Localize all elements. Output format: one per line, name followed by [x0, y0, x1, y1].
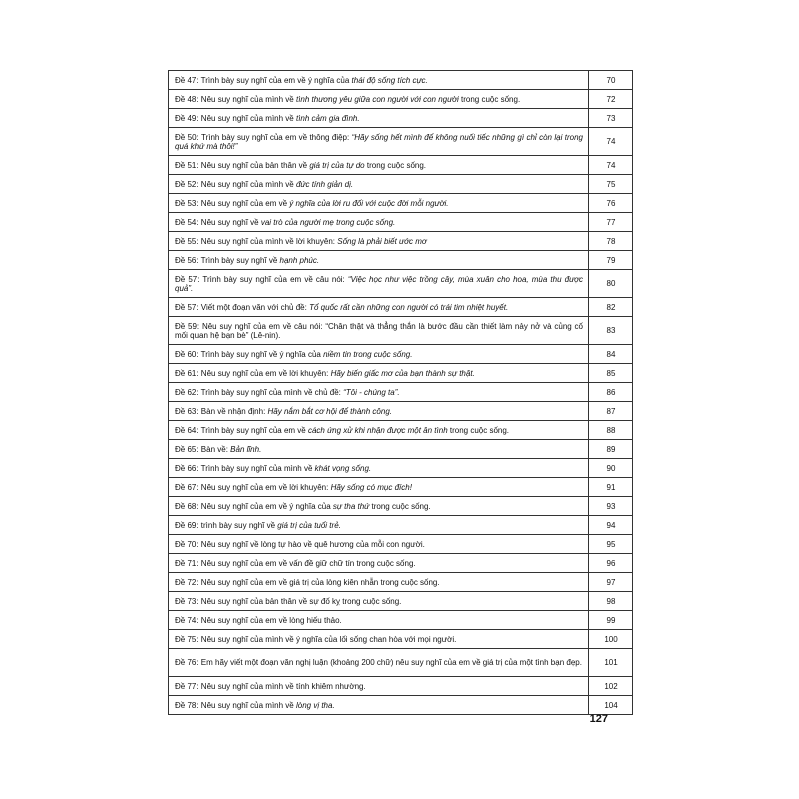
toc-title: [169, 592, 589, 611]
title-emphasis: giá trị của tự do: [309, 160, 365, 170]
toc-row: [169, 592, 633, 611]
toc-page-number: 100: [589, 630, 633, 649]
toc-page-number: 78: [589, 232, 633, 251]
toc-page-number: 72: [589, 90, 633, 109]
title-emphasis: niềm tin trong cuộc sống.: [323, 349, 413, 359]
toc-page-number: 95: [589, 535, 633, 554]
title-text: Đề 66: Trình bày suy nghĩ của mình về: [175, 463, 315, 473]
toc-title: [169, 696, 589, 715]
toc-row: [169, 251, 633, 270]
toc-row: [169, 345, 633, 364]
toc-page-number: 75: [589, 175, 633, 194]
toc-page-number: 73: [589, 109, 633, 128]
toc-title: [169, 649, 589, 677]
toc-row: [169, 270, 633, 298]
title-text: Đề 48: Nêu suy nghĩ của mình về: [175, 94, 296, 104]
toc-page-number: 87: [589, 402, 633, 421]
title-emphasis: vai trò của người mẹ trong cuộc sống.: [260, 217, 396, 227]
title-text: Đề 63: Bàn về nhận định:: [175, 406, 268, 416]
toc-page-number: 70: [589, 71, 633, 90]
title-text: Đề 57: Viết một đoạn văn với chủ đề:: [175, 302, 310, 312]
title-text: Đề 55: Nêu suy nghĩ của mình về lời khuyên:: [175, 236, 338, 246]
toc-title: [169, 232, 589, 251]
title-emphasis: Sống là phải biết ước mơ: [337, 236, 427, 246]
title-text: Đề 62: Trình bày suy nghĩ của mình về chủ đề:: [175, 387, 344, 397]
toc-title: [169, 156, 589, 175]
title-tail: trong cuộc sống.: [458, 94, 521, 104]
toc-page-number: 76: [589, 194, 633, 213]
toc-page-number: 83: [589, 317, 633, 345]
toc-title: [169, 213, 589, 232]
title-text: Đề 75: Nêu suy nghĩ của mình về ý nghĩa của lối sống chan hòa với mọi người.: [175, 634, 457, 644]
title-text: Đề 50: Trình bày suy nghĩ của em về thông điệp:: [175, 132, 352, 142]
toc-title: [169, 90, 589, 109]
toc-title: [169, 535, 589, 554]
title-emphasis: “Việc học như việc trồng cây, mùa xuân cho hoa, mùa thu được quả”.: [175, 274, 584, 293]
toc-row: [169, 696, 633, 715]
toc-title: [169, 194, 589, 213]
toc-title: [169, 251, 589, 270]
toc-page-number: 74: [589, 128, 633, 156]
toc-title: [169, 270, 589, 298]
toc-page-number: 84: [589, 345, 633, 364]
toc-row: [169, 128, 633, 156]
title-text: Đề 67: Nêu suy nghĩ của em về lời khuyên:: [175, 482, 331, 492]
toc-row: [169, 213, 633, 232]
title-text: Đề 51: Nêu suy nghĩ của bản thân về: [175, 160, 310, 170]
toc-row: [169, 440, 633, 459]
toc-page-number: 91: [589, 478, 633, 497]
title-emphasis: tình cảm gia đình.: [295, 113, 360, 123]
toc-page-number: 74: [589, 156, 633, 175]
title-emphasis: cách ứng xử khi nhận được một ân tình: [307, 425, 448, 435]
toc-row: [169, 90, 633, 109]
title-text: Đề 56: Trình bày suy nghĩ về: [175, 255, 280, 265]
toc-row: [169, 535, 633, 554]
toc-page-number: 90: [589, 459, 633, 478]
title-text: Đề 49: Nêu suy nghĩ của mình về: [175, 113, 296, 123]
toc-title: [169, 478, 589, 497]
toc-title: [169, 554, 589, 573]
title-emphasis: tình thương yêu giữa con người với con người: [295, 94, 459, 104]
toc-row: [169, 677, 633, 696]
title-emphasis: khát vọng sống.: [314, 463, 372, 473]
toc-row: [169, 611, 633, 630]
page-number: 127: [589, 713, 608, 725]
toc-title: [169, 298, 589, 317]
toc-title: [169, 630, 589, 649]
toc-title: [169, 421, 589, 440]
toc-row: [169, 649, 633, 677]
title-text: Đề 68: Nêu suy nghĩ của em về ý nghĩa của: [175, 501, 333, 511]
title-tail: trong cuộc sống.: [364, 160, 427, 170]
title-text: Đề 57: Trình bày suy nghĩ của em về câu nói:: [175, 274, 348, 284]
toc-row: [169, 421, 633, 440]
title-text: Đề 74: Nêu suy nghĩ của em về lòng hiếu thảo.: [175, 615, 342, 625]
toc-row: [169, 298, 633, 317]
title-emphasis: sự tha thứ: [332, 501, 370, 511]
toc-title: [169, 677, 589, 696]
title-emphasis: “Hãy sống hết mình để không nuối tiếc những gì chỉ còn lại trong quá khứ mà thôi!”: [175, 132, 583, 151]
toc-page-number: 102: [589, 677, 633, 696]
title-emphasis: ý nghĩa của lời ru đối với cuộc đời mỗi người.: [289, 198, 449, 208]
title-emphasis: Hãy biến giấc mơ của bạn thành sự thật.: [330, 368, 475, 378]
title-text: Đề 76: Em hãy viết một đoạn văn nghị luận (khoảng 200 chữ) nêu suy nghĩ của em về giá trị của một tình bạn đẹp.: [175, 658, 582, 667]
title-text: Đề 61: Nêu suy nghĩ của em về lời khuyên:: [175, 368, 331, 378]
title-text: Đề 71: Nêu suy nghĩ của em về vấn đề giữ chữ tín trong cuộc sống.: [175, 558, 416, 568]
title-text: Đề 53: Nêu suy nghĩ của em về: [175, 198, 290, 208]
toc-row: [169, 317, 633, 345]
toc-title: [169, 459, 589, 478]
title-emphasis: thái độ sống tích cực.: [351, 75, 428, 85]
title-text: Đề 54: Nêu suy nghĩ về: [175, 217, 261, 227]
toc-page-number: 94: [589, 516, 633, 535]
toc-page-number: 82: [589, 298, 633, 317]
toc-row: [169, 554, 633, 573]
title-tail: trong cuộc sống.: [447, 425, 510, 435]
title-emphasis: đức tính giản dị.: [295, 179, 354, 189]
title-emphasis: Hãy nắm bắt cơ hội để thành công.: [267, 406, 392, 416]
title-text: Đề 73: Nêu suy nghĩ của bản thân về sự đố kỵ trong cuộc sống.: [175, 596, 402, 606]
toc-page-number: 77: [589, 213, 633, 232]
title-text: Đề 65: Bàn về:: [175, 444, 231, 454]
toc-row: [169, 630, 633, 649]
title-emphasis: Bản lĩnh.: [230, 444, 262, 454]
toc-row: [169, 402, 633, 421]
title-text: Đề 77: Nêu suy nghĩ của mình về tính khiêm nhường.: [175, 681, 366, 691]
toc-row: [169, 194, 633, 213]
title-text: Đề 70: Nêu suy nghĩ về lòng tự hào về quê hương của mỗi con người.: [175, 539, 425, 549]
toc-page-number: 80: [589, 270, 633, 298]
toc-page-number: 79: [589, 251, 633, 270]
toc-title: [169, 573, 589, 592]
toc-row: [169, 459, 633, 478]
toc-row: [169, 573, 633, 592]
title-text: Đề 72: Nêu suy nghĩ của em về giá trị của lòng kiên nhẫn trong cuộc sống.: [175, 577, 440, 587]
toc-row: [169, 175, 633, 194]
title-text: Đề 52: Nêu suy nghĩ của mình về: [175, 179, 296, 189]
toc-page-number: 101: [589, 649, 633, 677]
toc-row: [169, 364, 633, 383]
title-text: Đề 69: trình bày suy nghĩ về: [175, 520, 278, 530]
toc-row: [169, 478, 633, 497]
toc-page-number: 98: [589, 592, 633, 611]
toc-title: [169, 440, 589, 459]
toc-page-number: 86: [589, 383, 633, 402]
book-page: [168, 70, 618, 725]
title-text: Đề 60: Trình bày suy nghĩ về ý nghĩa của: [175, 349, 324, 359]
toc-title: [169, 497, 589, 516]
table-of-contents: [168, 70, 633, 715]
title-text: Đề 64: Trình bày suy nghĩ của em về: [175, 425, 308, 435]
title-emphasis: Hãy sống có mục đích!: [330, 482, 412, 492]
toc-page-number: 104: [589, 696, 633, 715]
toc-title: [169, 128, 589, 156]
toc-body: [169, 71, 633, 715]
toc-title: [169, 345, 589, 364]
title-tail: trong cuộc sống.: [369, 501, 431, 511]
toc-row: [169, 232, 633, 251]
toc-title: [169, 364, 589, 383]
toc-title: [169, 516, 589, 535]
toc-row: [169, 497, 633, 516]
toc-title: [169, 383, 589, 402]
toc-title: [169, 402, 589, 421]
toc-row: [169, 516, 633, 535]
toc-title: [169, 71, 589, 90]
toc-page-number: 97: [589, 573, 633, 592]
title-emphasis: “Tôi - chúng ta”.: [343, 387, 400, 397]
toc-page-number: 89: [589, 440, 633, 459]
toc-title: [169, 611, 589, 630]
toc-row: [169, 71, 633, 90]
title-emphasis: lòng vị tha.: [295, 700, 335, 710]
title-emphasis: hạnh phúc.: [279, 255, 320, 265]
title-text: Đề 59: Nêu suy nghĩ của em về câu nói: “Chân thật và thẳng thắn là bước đầu cần thiết làm nảy nở và củng cố mối quan hệ bạn bè” (Lê-nin).: [175, 321, 583, 340]
title-text: Đề 78: Nêu suy nghĩ của mình về: [175, 700, 296, 710]
toc-title: [169, 175, 589, 194]
toc-page-number: 88: [589, 421, 633, 440]
toc-row: [169, 156, 633, 175]
title-emphasis: Tổ quốc rất cần những con người có trái tim nhiệt huyết.: [309, 302, 509, 312]
toc-row: [169, 109, 633, 128]
title-text: Đề 47: Trình bày suy nghĩ của em về ý nghĩa của: [175, 75, 352, 85]
title-emphasis: giá trị của tuổi trẻ.: [277, 520, 341, 530]
toc-page-number: 85: [589, 364, 633, 383]
toc-title: [169, 317, 589, 345]
toc-page-number: 99: [589, 611, 633, 630]
toc-page-number: 93: [589, 497, 633, 516]
toc-page-number: 96: [589, 554, 633, 573]
toc-title: [169, 109, 589, 128]
toc-row: [169, 383, 633, 402]
